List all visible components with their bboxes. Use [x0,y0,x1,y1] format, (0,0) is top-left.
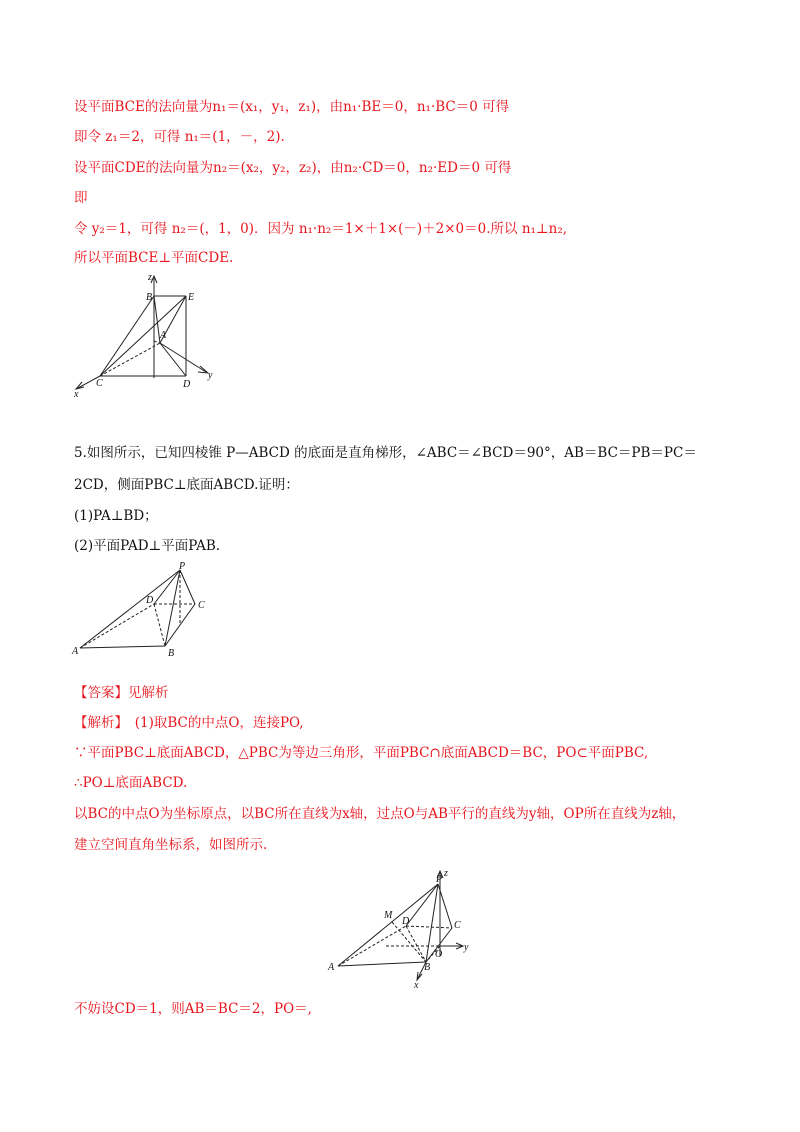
fig1-label-d: D [183,379,191,390]
fig1-label-b: B [146,292,153,303]
fig1-label-y: y [208,370,213,381]
fig3-label-x: x [414,980,419,990]
fig2-label-c: C [198,600,205,611]
fig3-label-a: A [328,962,335,973]
solution-line-1: 设平面BCE的法向量为n₁＝(x₁，y₁，z₁)，由n₁·BE＝0，n₁·BC＝0 可得 [74,99,510,115]
problem5-line-2: 2CD，侧面PBC⊥底面ABCD.证明： [74,477,299,493]
answer-label: 【答案】见解析 [74,685,169,701]
analysis-label: 【解析】 (1)取BC的中点O，连接PO, [74,715,304,731]
analysis-line-5: 不妨设CD＝1，则AB＝BC＝2，PO＝, [74,1001,312,1017]
fig1-label-a: A [160,330,167,341]
fig1-label-z: z [148,272,152,283]
fig3-label-c: C [454,920,461,931]
analysis-line-1: ∵平面PBC⊥底面ABCD，△PBC为等边三角形，平面PBC∩底面ABCD＝BC，PO⊂平面PBC, [74,745,649,761]
fig3-label-o: O [435,949,443,960]
fig2-label-a: A [72,646,79,657]
fig1-label-x: x [74,389,79,400]
fig3-label-b: B [424,962,431,973]
fig2-label-p: P [179,561,186,572]
fig3-label-p: P [436,874,443,885]
solution-line-2: 即令 z₁＝2，可得 n₁＝(1，－，2). [74,129,285,145]
problem5-line-1: 5.如图所示，已知四棱锥 P—ABCD 的底面是直角梯形，∠ABC＝∠BCD＝90°，AB＝BC＝PB＝PC＝ [74,445,697,461]
solution-line-5: 令 y₂＝1，可得 n₂＝(，1，0)．因为 n₁·n₂＝1×＋1×(－)＋2×0＝0.所以 n₁⊥n₂, [74,221,568,237]
fig2-label-d: D [146,595,154,606]
figure-2-pyramid-diagram [70,558,220,660]
fig1-label-c: C [96,378,103,389]
fig2-label-b: B [168,648,175,659]
solution-line-4: 即 [74,190,88,206]
figure-3-coordinate-pyramid [326,866,486,990]
fig3-label-d: D [402,916,410,927]
solution-line-3: 设平面CDE的法向量为n₂＝(x₂，y₂，z₂)，由n₂·CD＝0，n₂·ED＝0 可得 [74,160,512,176]
figure-1-coordinate-diagram [72,266,222,401]
analysis-line-4: 建立空间直角坐标系，如图所示. [74,837,268,853]
fig3-label-m: M [384,910,393,921]
solution-line-6: 所以平面BCE⊥平面CDE. [74,250,234,266]
fig1-label-e: E [188,292,195,303]
fig3-label-y: y [464,942,469,953]
analysis-line-3: 以BC的中点O为坐标原点，以BC所在直线为x轴，过点O与AB平行的直线为y轴，OP所在直线为z轴， [74,806,686,822]
problem5-question-1: (1)PA⊥BD； [74,508,158,524]
problem5-question-2: (2)平面PAD⊥平面PAB. [74,538,221,554]
fig3-label-z: z [444,868,448,879]
analysis-line-2: ∴PO⊥底面ABCD. [74,775,188,791]
